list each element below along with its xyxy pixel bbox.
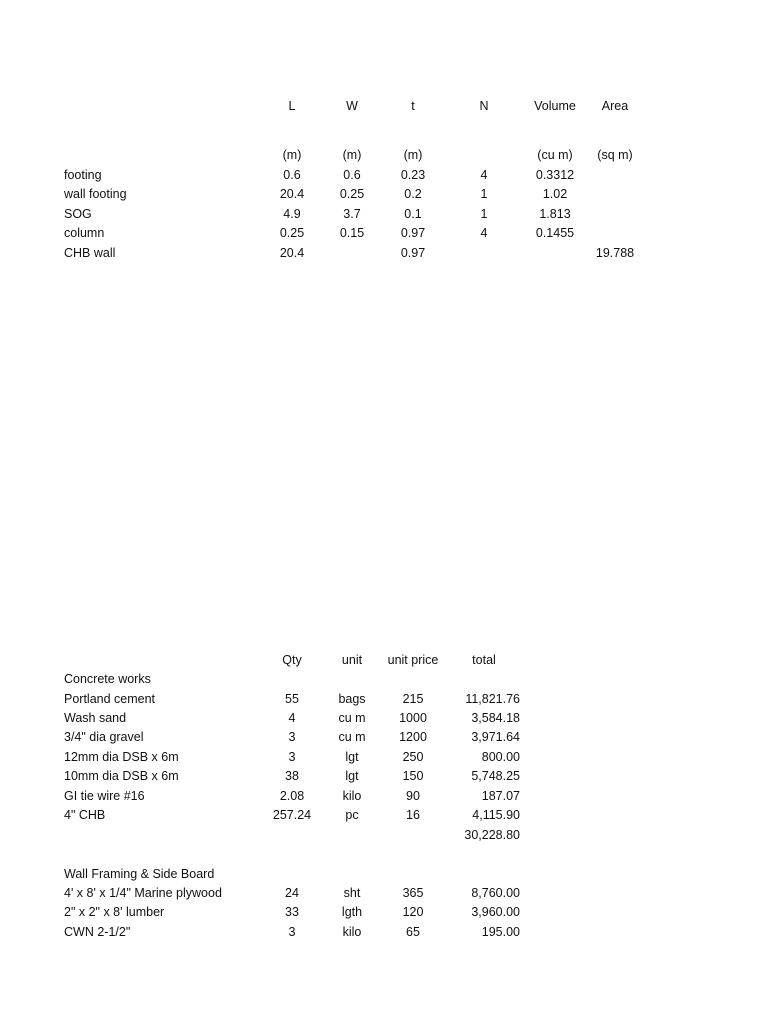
item-price: 1000 [399,711,427,725]
header-N: N [479,99,489,113]
item-total: 800.00 [481,750,520,764]
item-qty: 3 [288,925,296,939]
table-row [0,767,768,786]
cell-t: 0.2 [404,187,422,201]
item-total: 5,748.25 [471,769,520,783]
cell-L: 4.9 [283,207,301,221]
unit-W: (m) [342,148,362,162]
unit-L: (m) [282,148,302,162]
cell-N: 4 [480,168,488,182]
unit-t: (m) [403,148,423,162]
cell-volume: 1.813 [539,207,571,221]
header-volume: Volume [534,99,576,113]
item-price: 65 [406,925,420,939]
item-qty: 2.08 [279,789,305,803]
concrete-subtotal: 30,228.80 [464,828,520,842]
item-unit: lgt [345,769,359,783]
cell-t: 0.23 [400,168,426,182]
table-row [0,166,768,185]
item-qty: 3 [288,750,296,764]
item-name: GI tie wire #16 [64,789,145,803]
table-row [0,903,768,922]
item-qty: 38 [285,769,299,783]
row-label: footing [64,168,102,182]
item-unit: cu m [338,711,366,725]
item-name: Portland cement [64,692,156,706]
header-total: total [472,653,496,667]
cell-L: 20.4 [279,187,305,201]
unit-volume: (cu m) [537,148,573,162]
item-name: 4' x 8' x 1/4" Marine plywood [64,886,222,900]
cell-N: 1 [480,207,488,221]
header-W: W [346,99,358,113]
item-total: 3,960.00 [471,905,520,919]
item-total: 187.07 [481,789,520,803]
item-price: 150 [402,769,424,783]
table-row [0,884,768,903]
dimensions-units-row [0,146,768,165]
item-name: 10mm dia DSB x 6m [64,769,179,783]
item-qty: 55 [285,692,299,706]
cell-t: 0.97 [400,226,426,240]
header-unit: unit [341,653,363,667]
materials-header-row [0,651,768,670]
item-qty: 4 [288,711,296,725]
wall-framing-title: Wall Framing & Side Board [64,867,215,881]
item-name: 3/4" dia gravel [64,730,144,744]
item-name: 4" CHB [64,808,106,822]
item-qty: 33 [285,905,299,919]
unit-area: (sq m) [597,148,633,162]
cell-L: 0.25 [279,226,305,240]
table-row [0,787,768,806]
table-row [0,185,768,204]
item-total: 3,971.64 [471,730,520,744]
cell-volume: 1.02 [542,187,568,201]
cell-volume: 0.1455 [535,226,575,240]
cell-area: 19.788 [595,246,635,260]
table-row [0,690,768,709]
item-price: 365 [402,886,424,900]
dimensions-header-row [0,97,768,116]
concrete-works-title: Concrete works [64,672,151,686]
cell-N: 1 [480,187,488,201]
cell-L: 20.4 [279,246,305,260]
item-total: 8,760.00 [471,886,520,900]
item-name: CWN 2-1/2" [64,925,131,939]
item-price: 90 [406,789,420,803]
item-total: 11,821.76 [465,692,520,706]
table-row [0,709,768,728]
row-label: CHB wall [64,246,116,260]
cell-t: 0.97 [400,246,426,260]
item-total: 4,115.90 [472,808,520,822]
table-row [0,244,768,263]
cell-W: 3.7 [343,207,361,221]
cell-W: 0.6 [343,168,361,182]
table-row [0,748,768,767]
table-row [0,205,768,224]
table-row [0,728,768,747]
row-label: column [64,226,105,240]
row-label: wall footing [64,187,127,201]
item-unit: kilo [342,925,362,939]
cell-W: 0.15 [339,226,365,240]
item-price: 250 [402,750,424,764]
cell-t: 0.1 [404,207,422,221]
item-total: 3,584.18 [471,711,520,725]
header-t: t [411,99,415,113]
header-unit-price: unit price [387,653,439,667]
header-qty: Qty [282,653,302,667]
table-row [0,806,768,825]
item-unit: lgth [341,905,363,919]
item-unit: cu m [338,730,366,744]
item-unit: lgt [345,750,359,764]
item-name: 12mm dia DSB x 6m [64,750,179,764]
item-name: 2" x 2" x 8' lumber [64,905,165,919]
item-total: 195.00 [481,925,520,939]
table-row [0,923,768,942]
item-qty: 24 [285,886,299,900]
cell-L: 0.6 [283,168,301,182]
cell-N: 4 [480,226,488,240]
section-title [0,670,768,689]
item-price: 1200 [399,730,427,744]
row-label: SOG [64,207,92,221]
item-name: Wash sand [64,711,127,725]
cell-volume: 0.3312 [535,168,575,182]
item-unit: bags [338,692,366,706]
item-unit: kilo [342,789,362,803]
item-price: 120 [402,905,424,919]
item-qty: 257.24 [272,808,312,822]
subtotal-row [0,826,768,845]
item-price: 215 [402,692,424,706]
item-unit: pc [345,808,359,822]
item-price: 16 [406,808,420,822]
header-area: Area [601,99,629,113]
section-title [0,865,768,884]
item-unit: sht [343,886,361,900]
table-row [0,224,768,243]
cell-W: 0.25 [339,187,365,201]
item-qty: 3 [288,730,296,744]
header-L: L [288,99,296,113]
